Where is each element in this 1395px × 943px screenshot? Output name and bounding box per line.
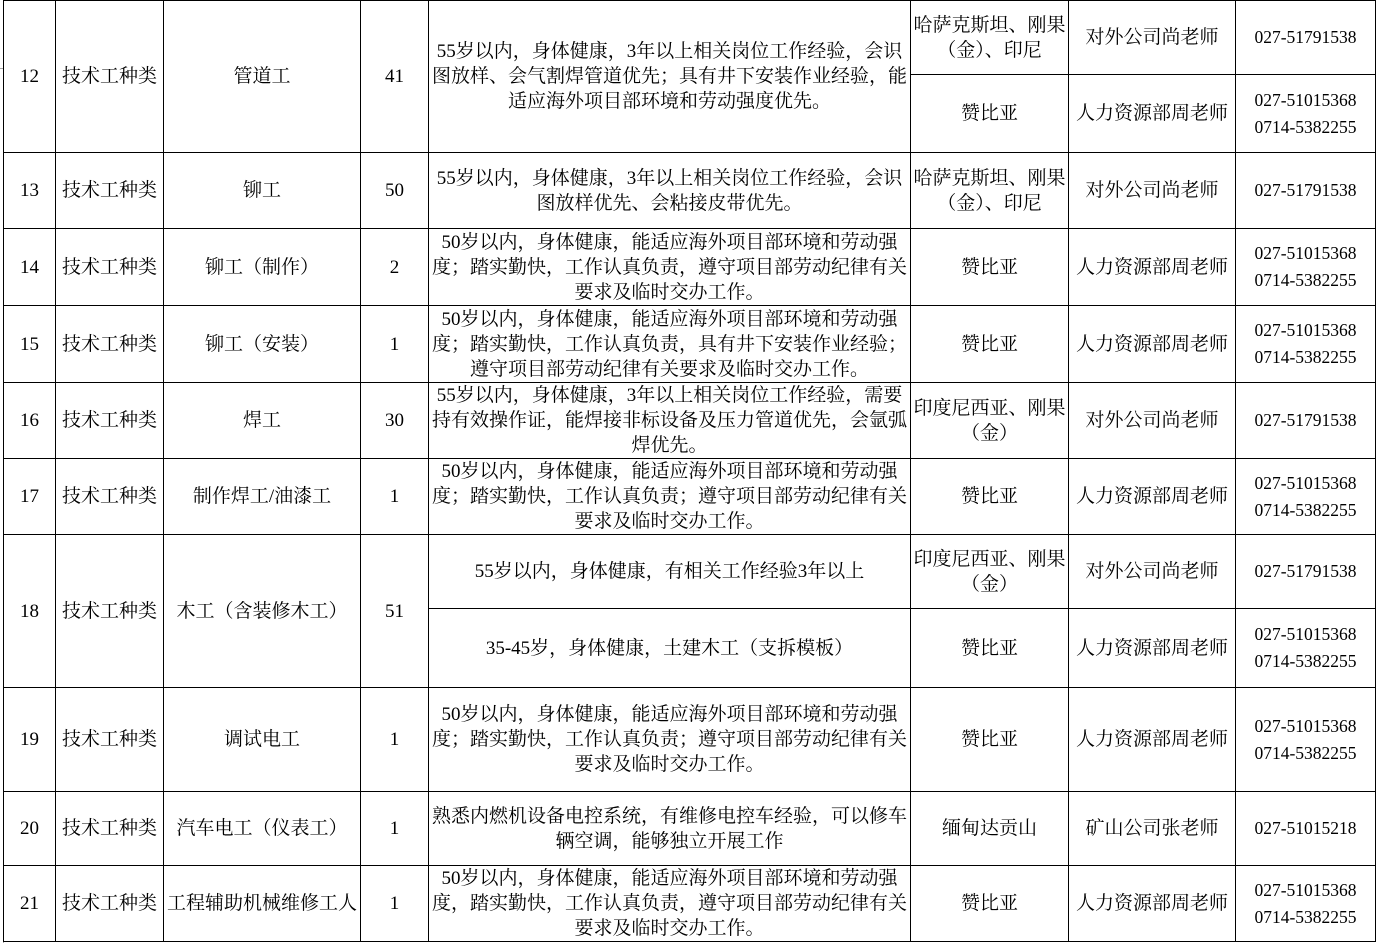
category-cell: 技术工种类 [56,153,164,229]
table-row [4,792,1376,866]
location-cell: 赞比亚 [911,609,1069,688]
contact-cell: 矿山公司张老师 [1069,792,1236,866]
job-title-cell: 木工（含装修木工） [164,535,361,688]
location-cell: 赞比亚 [911,75,1069,153]
category-cell: 技术工种类 [56,383,164,459]
contact-cell: 人力资源部周老师 [1069,306,1236,383]
phone-cell [1236,306,1376,383]
contact-cell: 人力资源部周老师 [1069,459,1236,535]
location-cell: 赞比亚 [911,229,1069,306]
phone-number: 0714-5382255 [1254,906,1357,927]
phone-cell [1236,153,1376,229]
table-row [4,535,1376,609]
location-cell: 赞比亚 [911,306,1069,383]
job-title-cell: 调试电工 [164,688,361,792]
job-title-cell: 铆工 [164,153,361,229]
location-cell: 哈萨克斯坦、刚果（金）、印尼 [911,1,1069,75]
location-cell: 缅甸达贡山 [911,792,1069,866]
requirements-cell: 50岁以内，身体健康，能适应海外项目部环境和劳动强度，踏实勤快，工作认真负责，遵守项目部劳动纪律有关要求及临时交办工作。 [429,866,911,942]
phone-number: 0714-5382255 [1254,270,1357,290]
contact-cell: 人力资源部周老师 [1069,688,1236,792]
phone-number: 0714-5382255 [1254,499,1357,520]
phone-number: 027-51015368 [1254,879,1357,900]
phone-number: 027-51015368 [1254,320,1357,340]
location-cell: 印度尼西亚、刚果（金） [911,383,1069,459]
category-cell: 技术工种类 [56,792,164,866]
contact-cell: 对外公司尚老师 [1069,383,1236,459]
category-cell: 技术工种类 [56,229,164,306]
requirements-cell: 50岁以内，身体健康，能适应海外项目部环境和劳动强度；踏实勤快，工作认真负责；遵守项目部劳动纪律有关要求及临时交办工作。 [429,459,911,535]
headcount-cell: 1 [361,306,429,383]
category-cell: 技术工种类 [56,866,164,942]
row-number-cell: 16 [4,383,56,459]
table-row [4,383,1376,459]
phone-number: 027-51015218 [1254,818,1357,838]
contact-cell: 人力资源部周老师 [1069,75,1236,153]
table-row [4,306,1376,383]
requirements-cell: 50岁以内，身体健康，能适应海外项目部环境和劳动强度；踏实勤快，工作认真负责；遵守项目部劳动纪律有关要求及临时交办工作。 [429,688,911,792]
headcount-cell: 1 [361,792,429,866]
contact-cell: 人力资源部周老师 [1069,609,1236,688]
job-title-cell: 制作焊工/油漆工 [164,459,361,535]
location-cell: 赞比亚 [911,459,1069,535]
phone-number: 027-51015368 [1254,243,1357,263]
phone-number: 0714-5382255 [1254,742,1357,763]
row-number-cell: 15 [4,306,56,383]
phone-cell [1236,866,1376,942]
job-title-cell: 焊工 [164,383,361,459]
table-row [4,866,1376,942]
phone-number: 027-51791538 [1254,180,1357,200]
phone-cell [1236,792,1376,866]
phone-number: 0714-5382255 [1254,116,1357,137]
phone-cell [1236,535,1376,609]
row-number-cell: 20 [4,792,56,866]
location-cell: 印度尼西亚、刚果（金） [911,535,1069,609]
headcount-cell: 1 [361,866,429,942]
headcount-cell: 30 [361,383,429,459]
phone-number: 027-51015368 [1254,472,1357,493]
phone-number: 0714-5382255 [1254,651,1357,671]
row-number-cell: 21 [4,866,56,942]
category-cell: 技术工种类 [56,459,164,535]
table-row [4,153,1376,229]
headcount-cell: 2 [361,229,429,306]
location-cell: 赞比亚 [911,688,1069,792]
contact-cell: 对外公司尚老师 [1069,535,1236,609]
row-number-cell: 19 [4,688,56,792]
job-title-cell: 铆工（制作） [164,229,361,306]
requirements-cell: 熟悉内燃机设备电控系统，有维修电控车经验，可以修车辆空调，能够独立开展工作 [429,792,911,866]
phone-cell [1236,1,1376,75]
contact-cell: 人力资源部周老师 [1069,229,1236,306]
row-number-cell: 17 [4,459,56,535]
phone-number: 027-51791538 [1254,410,1357,430]
row-number-cell: 12 [4,1,56,153]
phone-number: 027-51015368 [1254,624,1357,644]
phone-cell [1236,459,1376,535]
headcount-cell: 1 [361,459,429,535]
job-title-cell: 管道工 [164,1,361,153]
location-cell: 赞比亚 [911,866,1069,942]
category-cell: 技术工种类 [56,1,164,153]
table-row [4,688,1376,792]
phone-number: 027-51015368 [1254,715,1357,736]
headcount-cell: 1 [361,688,429,792]
job-title-cell: 工程辅助机械维修工人 [164,866,361,942]
phone-number: 027-51791538 [1254,561,1357,581]
job-title-cell: 汽车电工（仪表工） [164,792,361,866]
row-number-cell: 18 [4,535,56,688]
category-cell: 技术工种类 [56,306,164,383]
requirements-cell: 55岁以内，身体健康，有相关工作经验3年以上 [429,535,911,609]
table-row [4,229,1376,306]
phone-cell [1236,75,1376,153]
phone-cell [1236,609,1376,688]
contact-cell: 人力资源部周老师 [1069,866,1236,942]
contact-cell: 对外公司尚老师 [1069,1,1236,75]
table-row [4,459,1376,535]
row-number-cell: 13 [4,153,56,229]
phone-cell [1236,688,1376,792]
phone-number: 027-51791538 [1254,27,1357,47]
requirements-cell: 50岁以内，身体健康，能适应海外项目部环境和劳动强度；踏实勤快，工作认真负责，具有井下安装作业经验；遵守项目部劳动纪律有关要求及临时交办工作。 [429,306,911,383]
table-row [4,1,1376,75]
headcount-cell: 51 [361,535,429,688]
recruitment-table [3,0,1376,942]
category-cell: 技术工种类 [56,688,164,792]
job-title-cell: 铆工（安装） [164,306,361,383]
phone-number: 0714-5382255 [1254,347,1357,367]
contact-cell: 对外公司尚老师 [1069,153,1236,229]
location-cell: 哈萨克斯坦、刚果（金）、印尼 [911,153,1069,229]
requirements-cell: 35-45岁，身体健康，土建木工（支拆模板） [429,609,911,688]
category-cell: 技术工种类 [56,535,164,688]
requirements-cell: 55岁以内，身体健康，3年以上相关岗位工作经验，会识图放样、会气割焊管道优先；具有井下安装作业经验，能适应海外项目部环境和劳动强度优先。 [429,1,911,153]
phone-cell [1236,229,1376,306]
requirements-cell: 55岁以内，身体健康，3年以上相关岗位工作经验，会识图放样优先、会粘接皮带优先。 [429,153,911,229]
phone-number: 027-51015368 [1254,89,1357,110]
headcount-cell: 41 [361,1,429,153]
phone-cell [1236,383,1376,459]
row-number-cell: 14 [4,229,56,306]
headcount-cell: 50 [361,153,429,229]
requirements-cell: 55岁以内，身体健康，3年以上相关岗位工作经验，需要持有效操作证，能焊接非标设备及压力管道优先，会氩弧焊优先。 [429,383,911,459]
requirements-cell: 50岁以内，身体健康，能适应海外项目部环境和劳动强度；踏实勤快，工作认真负责，遵守项目部劳动纪律有关要求及临时交办工作。 [429,229,911,306]
